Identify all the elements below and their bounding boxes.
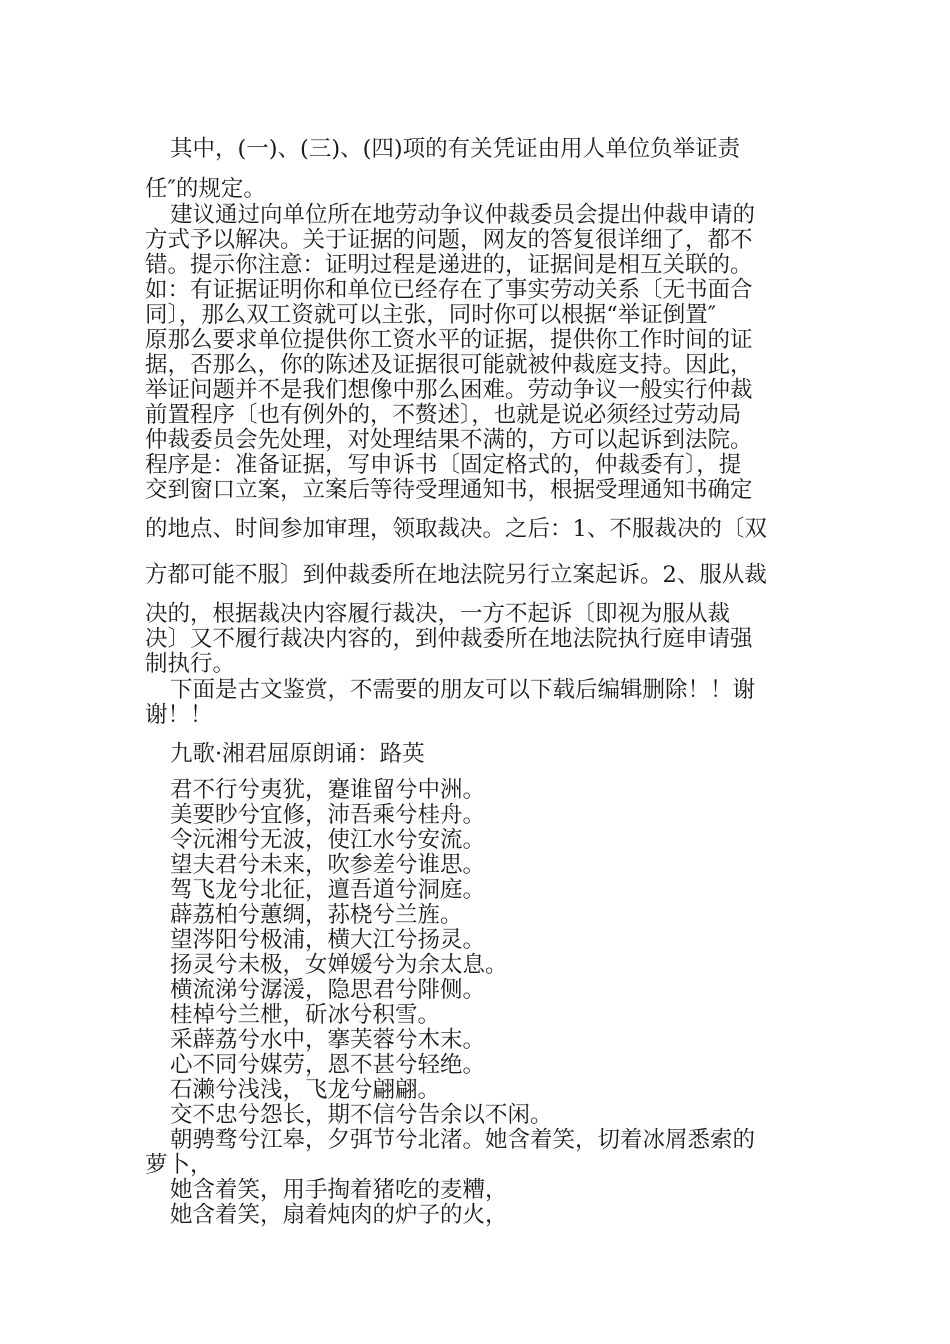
poem-line: 交不忠兮怨长，期不信兮告余以不闲。 <box>170 1102 553 1128</box>
text-line: 方都可能不服〕到仲裁委所在地法院另行立案起诉。2、服从裁 <box>145 562 767 588</box>
text-line: 任″的规定。 <box>145 176 266 202</box>
text-line: 据，否那么，你的陈述及证据很可能就被仲裁庭支持。因此， <box>145 352 753 378</box>
text-line: 萝卜， <box>145 1152 213 1178</box>
text-line: 的地点、时间参加审理，领取裁决。之后：1、不服裁决的〔双 <box>145 516 767 542</box>
poem-line: 桂棹兮兰枻，斫冰兮积雪。 <box>170 1002 441 1028</box>
text-line: 前置程序〔也有例外的，不赘述〕，也就是说必须经过劳动局 <box>145 402 742 428</box>
text-line: 她含着笑，扇着炖肉的炉子的火， <box>170 1202 508 1228</box>
text-line: 方式予以解决。关于证据的问题，网友的答复很详细了，都不 <box>145 227 753 253</box>
text-line: 如：有证据证明你和单位已经存在了事实劳动关系〔无书面合 <box>145 277 753 303</box>
text-line: 决的，根据裁决内容履行裁决，一方不起诉〔即视为服从裁 <box>145 601 731 627</box>
text-line: 错。提示你注意：证明过程是递进的，证据间是相互关联的。 <box>145 252 753 278</box>
text-line: 建议通过向单位所在地劳动争议仲裁委员会提出仲裁申请的 <box>170 202 756 228</box>
text-line: 同〕，那么双工资就可以主张，同时你可以根据“举证倒置″ <box>145 302 717 328</box>
text-line: 其中，(一)、(三)、(四)项的有关凭证由用人单位负举证责 <box>170 136 741 162</box>
text-line: 仲裁委员会先处理，对处理结果不满的，方可以起诉到法院。 <box>145 427 753 453</box>
poem-line: 横流涕兮潺湲，隐思君兮陫侧。 <box>170 977 486 1003</box>
poem-line: 君不行兮夷犹，蹇谁留兮中洲。 <box>170 777 486 803</box>
poem-line: 令沅湘兮无波，使江水兮安流。 <box>170 827 486 853</box>
poem-line: 驾飞龙兮北征，邅吾道兮洞庭。 <box>170 877 486 903</box>
text-line: 举证问题并不是我们想像中那么困难。劳动争议一般实行仲裁 <box>145 377 753 403</box>
poem-line: 扬灵兮未极，女婵媛兮为余太息。 <box>170 952 508 978</box>
text-line: 下面是古文鉴赏，不需要的朋友可以下载后编辑删除！！谢 <box>170 677 756 703</box>
poem-line: 石濑兮浅浅，飞龙兮翩翩。 <box>170 1077 441 1103</box>
text-line: 原那么要求单位提供你工资水平的证据，提供你工作时间的证 <box>145 327 753 353</box>
poem-line: 望涔阳兮极浦，横大江兮扬灵。 <box>170 927 486 953</box>
text-line: 制执行。 <box>145 651 236 677</box>
text-line: 她含着笑，用手掏着猪吃的麦糟， <box>170 1177 508 1203</box>
text-line: 朝骋骛兮江皋，夕弭节兮北渚。她含着笑，切着冰屑悉索的 <box>170 1127 756 1153</box>
text-line: 谢！！ <box>145 702 213 728</box>
text-line: 程序是：准备证据，写申诉书〔固定格式的，仲裁委有〕，提 <box>145 452 742 478</box>
poem-title: 九歌·湘君屈原朗诵：路英 <box>170 741 425 767</box>
poem-line: 采薜荔兮水中，搴芙蓉兮木末。 <box>170 1027 486 1053</box>
poem-line: 望夫君兮未来，吹参差兮谁思。 <box>170 852 486 878</box>
poem-line: 薜荔柏兮蕙绸，荪桡兮兰旌。 <box>170 902 463 928</box>
text-line: 交到窗口立案，立案后等待受理通知书，根据受理通知书确定 <box>145 477 753 503</box>
text-line: 决〕又不履行裁决内容的，到仲裁委所在地法院执行庭申请强 <box>145 626 753 652</box>
poem-line: 美要眇兮宜修，沛吾乘兮桂舟。 <box>170 802 486 828</box>
poem-line: 心不同兮媒劳，恩不甚兮轻绝。 <box>170 1052 486 1078</box>
